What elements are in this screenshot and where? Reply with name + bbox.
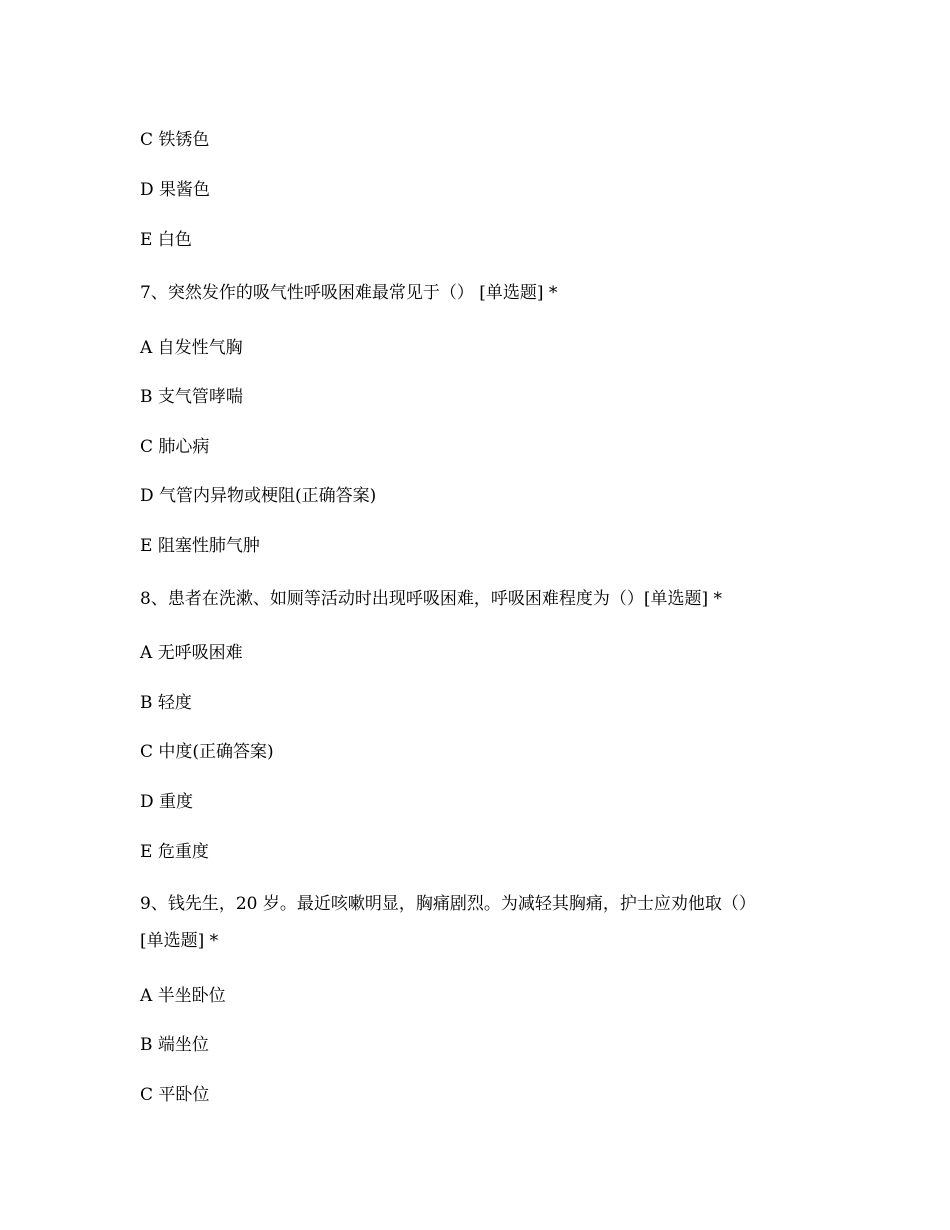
option-c-q8: C 中度(正确答案) [140, 742, 274, 762]
option-e-q6: E 白色 [140, 230, 192, 250]
option-a-q7: A 自发性气胸 [140, 338, 243, 358]
question-8: 8、患者在洗漱、如厕等活动时出现呼吸困难，呼吸困难程度为（）[单选题] * [140, 589, 722, 609]
option-b-q7: B 支气管哮喘 [140, 387, 243, 407]
question-9-type: [单选题] * [140, 931, 219, 951]
option-a-q9: A 半坐卧位 [140, 986, 226, 1006]
option-e-q8: E 危重度 [140, 842, 209, 862]
option-b-q9: B 端坐位 [140, 1035, 209, 1055]
option-c-q6: C 铁锈色 [140, 130, 210, 150]
option-d-q8: D 重度 [140, 792, 194, 812]
option-e-q7: E 阻塞性肺气肿 [140, 536, 260, 556]
option-d-q7: D 气管内异物或梗阻(正确答案) [140, 486, 377, 506]
question-9: 9、钱先生，20 岁。最近咳嗽明显，胸痛剧烈。为减轻其胸痛，护士应劝他取（） [140, 894, 756, 914]
option-c-q9: C 平卧位 [140, 1085, 210, 1105]
option-c-q7: C 肺心病 [140, 437, 210, 457]
option-b-q8: B 轻度 [140, 693, 192, 713]
question-7: 7、突然发作的吸气性呼吸困难最常见于（） [单选题] * [140, 283, 558, 303]
option-d-q6: D 果酱色 [140, 180, 211, 200]
option-a-q8: A 无呼吸困难 [140, 643, 243, 663]
